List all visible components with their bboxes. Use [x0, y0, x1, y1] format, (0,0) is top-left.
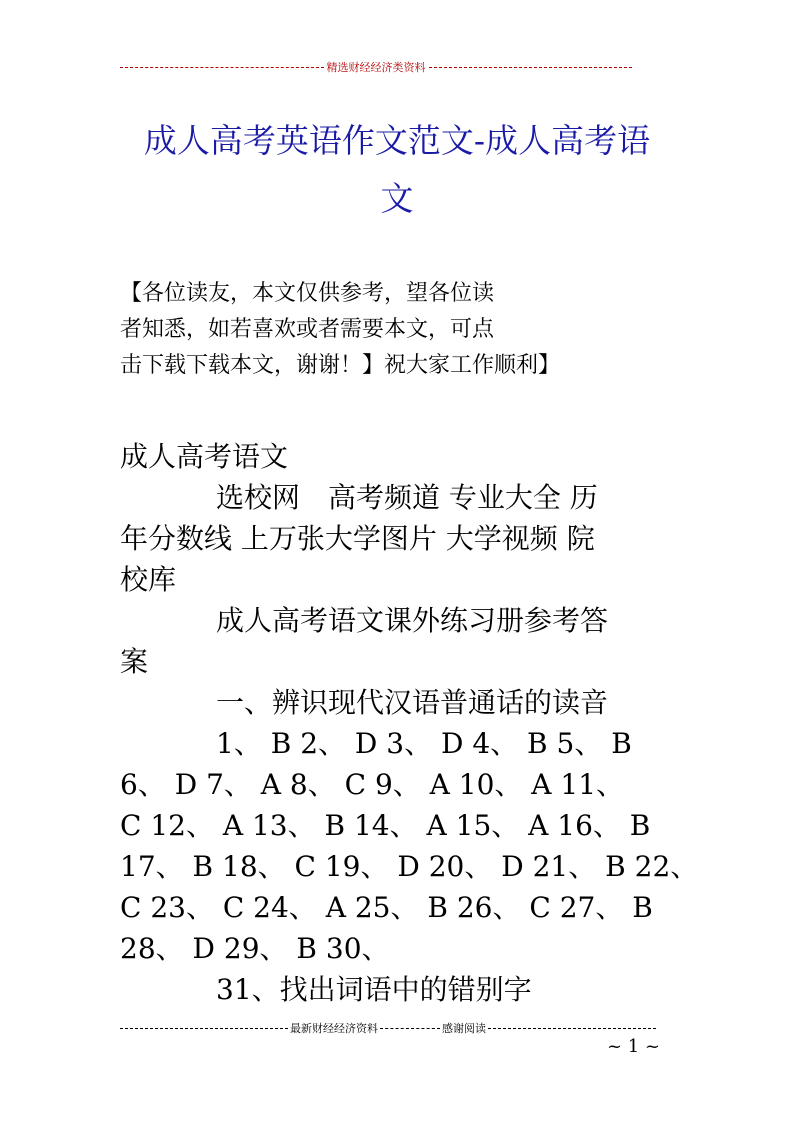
answer-line: 28、 D 29、 B 30、 — [120, 932, 390, 965]
body-line: 案 — [120, 645, 149, 678]
notice-line: 者知悉，如若喜欢或者需要本文，可点 — [120, 317, 495, 342]
body-line: 选校网 高考频道 专业大全 历 — [216, 481, 598, 514]
footer-dash-left — [120, 1028, 288, 1029]
answer-line: C 23、 C 24、 A 25、 B 26、 C 27、 B — [120, 891, 653, 924]
body-line: 年分数线 上万张大学图片 大学视频 院 — [120, 522, 595, 555]
notice-line: 击下载下载本文，谢谢！】祝大家工作顺利】 — [120, 353, 561, 378]
document-title — [110, 112, 684, 228]
footer-dash-right — [488, 1028, 656, 1029]
body-heading: 成人高考语文 — [120, 440, 289, 473]
answer-line: 1、 B 2、 D 3、 D 4、 B 5、 B — [216, 727, 632, 760]
section-heading: 一、辨识现代汉语普通话的读音 — [216, 686, 609, 719]
footer-dash-middle — [380, 1028, 440, 1029]
header-dash-right — [429, 67, 633, 68]
answer-line: C 12、 A 13、 B 14、 A 15、 A 16、 B — [120, 809, 651, 842]
page-number: ~ 1 ~ — [606, 1036, 660, 1057]
body-line: 校库 — [120, 563, 177, 596]
footer-right-text: 感谢阅读 — [442, 1022, 486, 1035]
body-line: 成人高考语文课外练习册参考答 — [216, 604, 609, 637]
header-text: 精选财经经济类资料 — [326, 61, 426, 74]
answer-line: 6、 D 7、 A 8、 C 9、 A 10、 A 11、 — [120, 768, 625, 801]
page-header — [120, 60, 632, 74]
footer-left-text: 最新财经经济资料 — [290, 1022, 378, 1035]
reader-notice — [120, 276, 590, 384]
document-body — [120, 436, 720, 1010]
notice-line: 【各位读友，本文仅供参考，望各位读 — [120, 281, 495, 306]
title-line-1: 成人高考英语作文范文-成人高考语 — [143, 121, 651, 160]
page-footer — [120, 1021, 656, 1035]
title-line-2: 文 — [380, 179, 414, 218]
section-heading: 31、找出词语中的错别字 — [216, 973, 532, 1006]
header-dash-left — [120, 67, 324, 68]
answer-line: 17、 B 18、 C 19、 D 20、 D 21、 B 22、 — [120, 850, 699, 883]
